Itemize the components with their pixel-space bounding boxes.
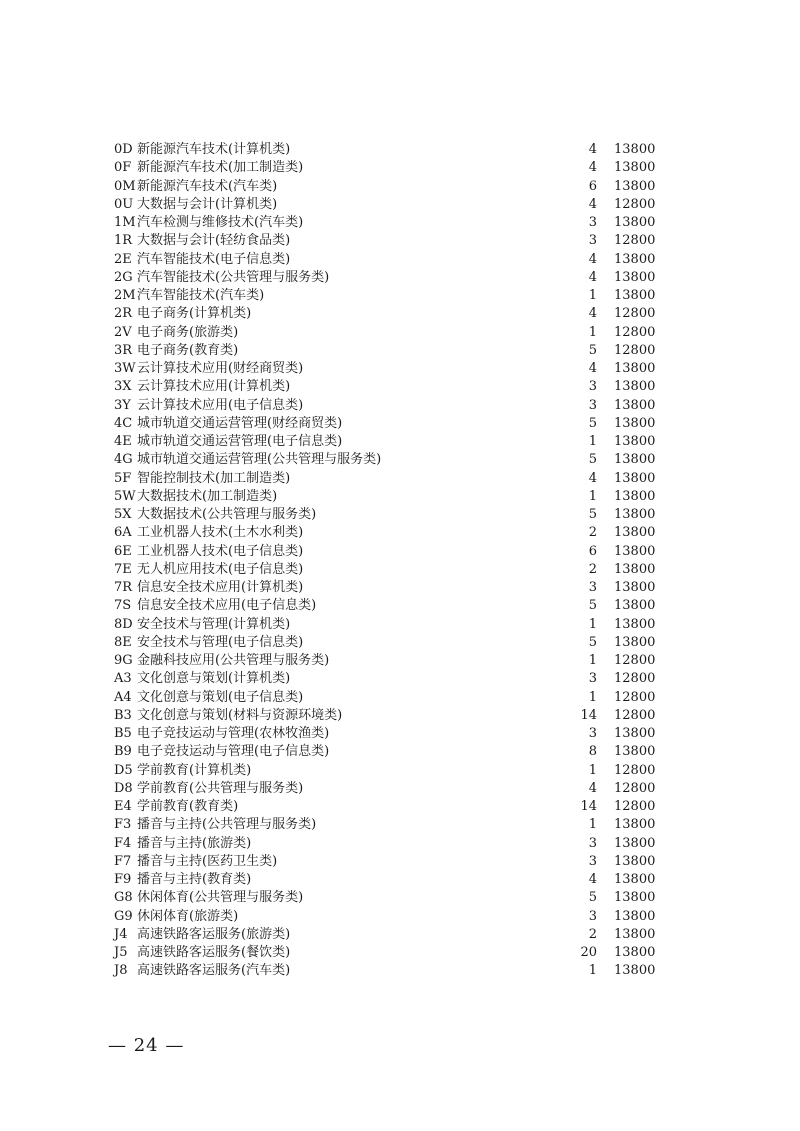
enrollment-count: 14 [580,799,597,814]
program-name: 休闲体育(公共管理与服务类) [137,890,304,906]
enrollment-count: 1 [588,324,597,340]
tuition-fee: 12800 [614,707,656,723]
program-code: 7E [114,561,132,577]
list-item [0,451,800,469]
program-name: 汽车智能技术(汽车类) [137,288,265,303]
tuition-fee: 13800 [614,543,656,559]
program-name: 播音与主持(教育类) [137,872,252,887]
program-code: G8 [114,890,133,906]
enrollment-count: 5 [588,634,597,650]
enrollment-count: 8 [588,744,597,760]
program-code: 2M [114,288,136,303]
enrollment-count: 3 [588,835,597,851]
list-item [0,251,800,269]
tuition-fee: 13800 [614,434,656,449]
program-name: 云计算技术应用(财经商贸类) [137,361,304,376]
list-item [0,232,800,250]
list-item [0,889,800,907]
list-item [0,798,800,816]
enrollment-count: 20 [580,945,597,960]
tuition-fee: 13800 [614,616,656,632]
tuition-fee: 12800 [614,342,656,358]
list-item [0,670,800,688]
program-code: 9G [114,653,133,668]
tuition-fee: 13800 [614,525,656,541]
tuition-fee: 13800 [614,160,656,176]
enrollment-count: 4 [588,361,597,376]
program-code: F7 [114,853,132,869]
enrollment-count: 4 [588,780,597,796]
program-name: 信息安全技术应用(电子信息类) [137,598,317,614]
program-code: 7S [114,598,132,614]
program-name: 电子商务(计算机类) [137,306,252,322]
program-code: G9 [114,908,133,924]
enrollment-count: 4 [588,160,597,176]
program-name: 高速铁路客运服务(旅游类) [137,926,291,942]
tuition-fee: 12800 [614,324,656,340]
list-item [0,597,800,615]
list-item [0,378,800,396]
program-name: 播音与主持(医药卫生类) [137,853,278,869]
list-item [0,342,800,360]
list-item [0,506,800,524]
program-code: J4 [114,926,128,942]
tuition-fee: 13800 [614,726,656,741]
program-name: 电子竞技运动与管理(农林牧渔类) [137,726,330,741]
list-item [0,962,800,980]
enrollment-count: 3 [588,908,597,924]
tuition-fee: 12800 [614,799,656,814]
list-item [0,360,800,378]
list-item [0,853,800,871]
enrollment-count: 3 [588,215,597,230]
list-item [0,196,800,214]
list-item [0,926,800,944]
enrollment-count: 6 [588,543,597,559]
program-name: 城市轨道交通运营管理(财经商贸类) [137,415,343,431]
program-code: 1R [114,233,133,249]
list-item [0,543,800,561]
list-item [0,634,800,652]
list-item [0,908,800,926]
program-name: 休闲体育(旅游类) [137,908,239,924]
enrollment-count: 14 [580,707,597,723]
program-name: 汽车智能技术(电子信息类) [137,251,291,267]
program-code: 5F [114,470,132,486]
tuition-fee: 13800 [614,142,656,157]
tuition-fee: 13800 [614,926,656,942]
list-item [0,324,800,342]
program-code: A4 [114,689,132,705]
enrollment-count: 3 [588,580,597,595]
enrollment-count: 5 [588,598,597,614]
program-name: 电子竞技运动与管理(电子信息类) [137,744,330,760]
program-code: 4C [114,415,133,431]
enrollment-count: 1 [588,653,597,668]
program-code: 2V [114,324,132,340]
enrollment-count: 4 [588,142,597,157]
program-name: 大数据与会计(计算机类) [137,196,278,212]
tuition-fee: 13800 [614,561,656,577]
tuition-fee: 12800 [614,196,656,212]
program-name: 学前教育(公共管理与服务类) [137,780,304,796]
tuition-fee: 12800 [614,233,656,249]
tuition-fee: 12800 [614,762,656,778]
tuition-fee: 13800 [614,470,656,486]
program-name: 文化创意与策划(电子信息类) [137,689,304,705]
program-code: F3 [114,817,132,833]
list-item [0,579,800,597]
program-code: 7R [114,580,133,595]
program-name: 文化创意与策划(计算机类) [137,671,291,687]
list-item [0,561,800,579]
enrollment-count: 5 [588,342,597,358]
enrollment-count: 3 [588,379,597,395]
list-item [0,944,800,962]
tuition-fee: 13800 [614,872,656,887]
enrollment-count: 5 [588,452,597,468]
program-code: 0D [114,142,133,157]
enrollment-count: 1 [588,817,597,833]
program-code: F9 [114,872,132,887]
program-name: 电子商务(旅游类) [137,324,239,340]
program-name: 工业机器人技术(土木水利类) [137,525,304,541]
program-name: 高速铁路客运服务(餐饮类) [137,945,291,960]
list-item [0,707,800,725]
program-name: 大数据技术(公共管理与服务类) [137,507,317,522]
list-item [0,835,800,853]
tuition-fee: 13800 [614,634,656,650]
program-name: 大数据与会计(轻纺食品类) [137,233,291,249]
page-number: — 24 — [108,1035,185,1056]
tuition-fee: 13800 [614,488,656,504]
enrollment-count: 4 [588,269,597,285]
program-code: 2G [114,269,133,285]
program-code: 4E [114,434,132,449]
program-name: 大数据技术(加工制造类) [137,488,278,504]
tuition-fee: 12800 [614,689,656,705]
program-list [0,141,800,981]
program-name: 新能源汽车技术(计算机类) [137,142,291,157]
tuition-fee: 13800 [614,835,656,851]
program-code: 4G [114,452,133,468]
enrollment-count: 1 [588,762,597,778]
list-item [0,743,800,761]
tuition-fee: 13800 [614,379,656,395]
program-name: 城市轨道交通运营管理(电子信息类) [137,434,343,449]
enrollment-count: 4 [588,196,597,212]
enrollment-count: 5 [588,507,597,522]
tuition-fee: 13800 [614,251,656,267]
tuition-fee: 13800 [614,817,656,833]
program-name: 工业机器人技术(电子信息类) [137,543,304,559]
tuition-fee: 13800 [614,215,656,230]
enrollment-count: 1 [588,288,597,303]
program-name: 智能控制技术(加工制造类) [137,470,291,486]
program-code: 5X [114,507,132,522]
program-code: B3 [114,707,132,723]
enrollment-count: 3 [588,671,597,687]
program-code: 3R [114,342,133,358]
tuition-fee: 12800 [614,780,656,796]
list-item [0,871,800,889]
tuition-fee: 12800 [614,653,656,668]
list-item [0,689,800,707]
list-item [0,287,800,305]
program-code: D5 [114,762,133,778]
list-item [0,488,800,506]
program-code: F4 [114,835,132,851]
tuition-fee: 12800 [614,306,656,322]
tuition-fee: 13800 [614,397,656,413]
enrollment-count: 4 [588,306,597,322]
program-code: 6E [114,543,132,559]
program-name: 无人机应用技术(电子信息类) [137,561,304,577]
enrollment-count: 5 [588,415,597,431]
program-name: 城市轨道交通运营管理(公共管理与服务类) [137,452,382,468]
enrollment-count: 1 [588,616,597,632]
list-item [0,141,800,159]
tuition-fee: 13800 [614,580,656,595]
tuition-fee: 13800 [614,361,656,376]
list-item [0,214,800,232]
enrollment-count: 5 [588,890,597,906]
program-name: 新能源汽车技术(加工制造类) [137,160,304,176]
program-code: 0F [114,160,132,176]
list-item [0,780,800,798]
enrollment-count: 2 [588,525,597,541]
program-code: 8D [114,616,133,632]
program-code: B5 [114,726,132,741]
program-code: J8 [114,963,128,979]
list-item [0,524,800,542]
program-code: 3X [114,379,132,395]
program-name: 信息安全技术应用(计算机类) [137,580,304,595]
list-item [0,616,800,634]
enrollment-count: 2 [588,926,597,942]
list-item [0,415,800,433]
enrollment-count: 3 [588,726,597,741]
tuition-fee: 13800 [614,452,656,468]
program-code: 0U [114,196,134,212]
program-code: 2E [114,251,132,267]
program-name: 播音与主持(旅游类) [137,835,252,851]
tuition-fee: 13800 [614,288,656,303]
list-item [0,159,800,177]
program-name: 电子商务(教育类) [137,342,239,358]
program-name: 金融科技应用(公共管理与服务类) [137,653,330,668]
program-code: E4 [114,799,132,814]
tuition-fee: 13800 [614,507,656,522]
tuition-fee: 13800 [614,744,656,760]
program-code: A3 [114,671,132,687]
tuition-fee: 13800 [614,853,656,869]
tuition-fee: 13800 [614,945,656,960]
list-item [0,178,800,196]
program-code: 2R [114,306,133,322]
enrollment-count: 2 [588,561,597,577]
program-name: 汽车检测与维修技术(汽车类) [137,215,304,230]
program-name: 新能源汽车技术(汽车类) [137,178,278,194]
tuition-fee: 13800 [614,963,656,979]
list-item [0,816,800,834]
list-item [0,725,800,743]
program-name: 播音与主持(公共管理与服务类) [137,817,317,833]
program-code: 3W [114,361,136,376]
enrollment-count: 3 [588,853,597,869]
enrollment-count: 3 [588,397,597,413]
enrollment-count: 1 [588,689,597,705]
enrollment-count: 3 [588,233,597,249]
program-code: J5 [114,945,128,960]
tuition-fee: 13800 [614,908,656,924]
enrollment-count: 6 [588,178,597,194]
program-name: 学前教育(教育类) [137,799,239,814]
program-name: 文化创意与策划(材料与资源环境类) [137,707,343,723]
program-name: 高速铁路客运服务(汽车类) [137,963,291,979]
program-code: 6A [114,525,132,541]
tuition-fee: 13800 [614,890,656,906]
list-item [0,652,800,670]
program-code: B9 [114,744,132,760]
list-item [0,433,800,451]
program-name: 云计算技术应用(计算机类) [137,379,291,395]
program-name: 云计算技术应用(电子信息类) [137,397,304,413]
list-item [0,305,800,323]
program-code: 3Y [114,397,131,413]
enrollment-count: 4 [588,470,597,486]
tuition-fee: 12800 [614,671,656,687]
list-item [0,762,800,780]
program-code: 5W [114,488,136,504]
tuition-fee: 13800 [614,415,656,431]
program-name: 安全技术与管理(电子信息类) [137,634,304,650]
program-code: 1M [114,215,136,230]
enrollment-count: 1 [588,434,597,449]
enrollment-count: 1 [588,488,597,504]
tuition-fee: 13800 [614,178,656,194]
enrollment-count: 1 [588,963,597,979]
list-item [0,470,800,488]
program-name: 学前教育(计算机类) [137,762,252,778]
program-name: 安全技术与管理(计算机类) [137,616,291,632]
program-code: 8E [114,634,132,650]
program-name: 汽车智能技术(公共管理与服务类) [137,269,330,285]
tuition-fee: 13800 [614,269,656,285]
list-item [0,269,800,287]
enrollment-count: 4 [588,872,597,887]
enrollment-count: 4 [588,251,597,267]
list-item [0,397,800,415]
program-code: 0M [114,178,136,194]
tuition-fee: 13800 [614,598,656,614]
program-code: D8 [114,780,133,796]
